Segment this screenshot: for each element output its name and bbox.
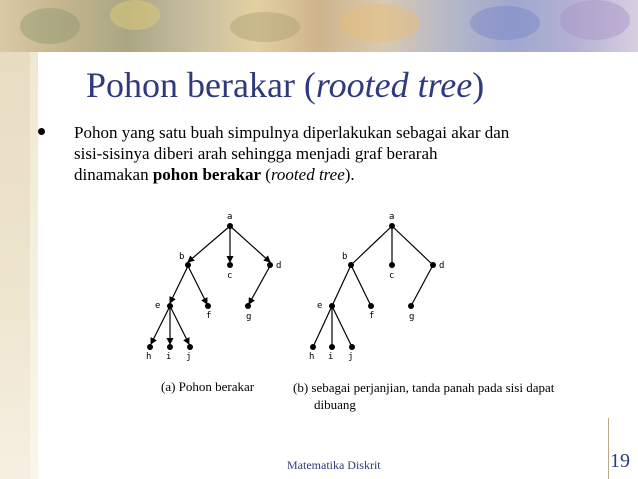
caption-b-line-1: (b) sebagai perjanjian, tanda panah pada sisi dapat xyxy=(293,380,555,395)
label-c: c xyxy=(389,271,395,281)
node-h xyxy=(310,344,316,350)
edge-a-d xyxy=(230,226,270,262)
label-i: i xyxy=(328,352,334,362)
node-g xyxy=(245,303,251,309)
node-i xyxy=(329,344,335,350)
edge-d-g xyxy=(249,266,270,304)
caption-b-line-2: dibuang xyxy=(314,397,356,412)
label-a: a xyxy=(389,212,395,222)
edge-d-g xyxy=(411,265,433,306)
line3-mid: ( xyxy=(261,165,271,184)
label-a: a xyxy=(227,212,233,222)
node-d xyxy=(267,262,273,268)
node-j xyxy=(187,344,193,350)
node-g xyxy=(408,303,414,309)
node-h xyxy=(147,344,153,350)
footer-divider xyxy=(608,418,609,479)
edge-b-f xyxy=(351,265,371,306)
title-close: ) xyxy=(472,65,485,105)
line3-pre: dinamakan xyxy=(74,165,153,184)
edge-b-e xyxy=(332,265,351,306)
term-italic: rooted tree xyxy=(270,165,345,184)
edge-a-b xyxy=(188,226,230,262)
label-d: d xyxy=(439,261,445,271)
paragraph-line-1: Pohon yang satu buah simpulnya diperlakukan sebagai akar dan xyxy=(74,123,510,142)
label-e: e xyxy=(317,301,323,311)
label-g: g xyxy=(409,312,415,322)
edge-a-b xyxy=(351,226,392,265)
edge-b-e xyxy=(170,266,188,303)
label-i: i xyxy=(166,352,172,362)
term-bold: pohon berakar xyxy=(152,165,262,184)
node-e xyxy=(167,303,173,309)
page-number: 19 xyxy=(610,450,630,472)
node-f xyxy=(368,303,374,309)
label-j: j xyxy=(186,352,192,362)
label-b: b xyxy=(342,252,348,262)
node-j xyxy=(349,344,355,350)
paragraph-line-2: sisi-sisinya diberi arah sehingga menjadi graf berarah xyxy=(74,144,438,163)
title-italic: rooted tree xyxy=(315,65,473,105)
node-c xyxy=(227,262,233,268)
label-f: f xyxy=(369,311,375,321)
node-f xyxy=(205,303,211,309)
label-j: j xyxy=(348,352,354,362)
node-b xyxy=(348,262,354,268)
node-c xyxy=(389,262,395,268)
edge-b-f xyxy=(188,266,207,304)
title-main: Pohon berakar ( xyxy=(86,65,316,105)
label-c: c xyxy=(227,271,233,281)
label-d: d xyxy=(276,261,282,271)
line3-end: ). xyxy=(344,165,355,184)
node-a xyxy=(227,223,233,229)
tree-b xyxy=(309,212,444,362)
node-d xyxy=(430,262,436,268)
node-a xyxy=(389,223,395,229)
edge-a-d xyxy=(392,226,433,265)
node-i xyxy=(167,344,173,350)
label-g: g xyxy=(246,312,252,322)
node-b xyxy=(185,262,191,268)
label-e: e xyxy=(155,301,161,311)
label-f: f xyxy=(206,311,212,321)
caption-b xyxy=(293,379,563,413)
tree-a xyxy=(146,212,281,362)
edge-e-j xyxy=(170,306,189,344)
edge-e-h xyxy=(313,306,332,347)
edge-e-h xyxy=(151,306,170,344)
label-h: h xyxy=(146,352,152,362)
caption-a: (a) Pohon berakar xyxy=(161,379,255,394)
edge-e-j xyxy=(332,306,352,347)
node-e xyxy=(329,303,335,309)
footer-course: Matematika Diskrit xyxy=(287,458,381,472)
label-b: b xyxy=(179,252,185,262)
label-h: h xyxy=(309,352,315,362)
